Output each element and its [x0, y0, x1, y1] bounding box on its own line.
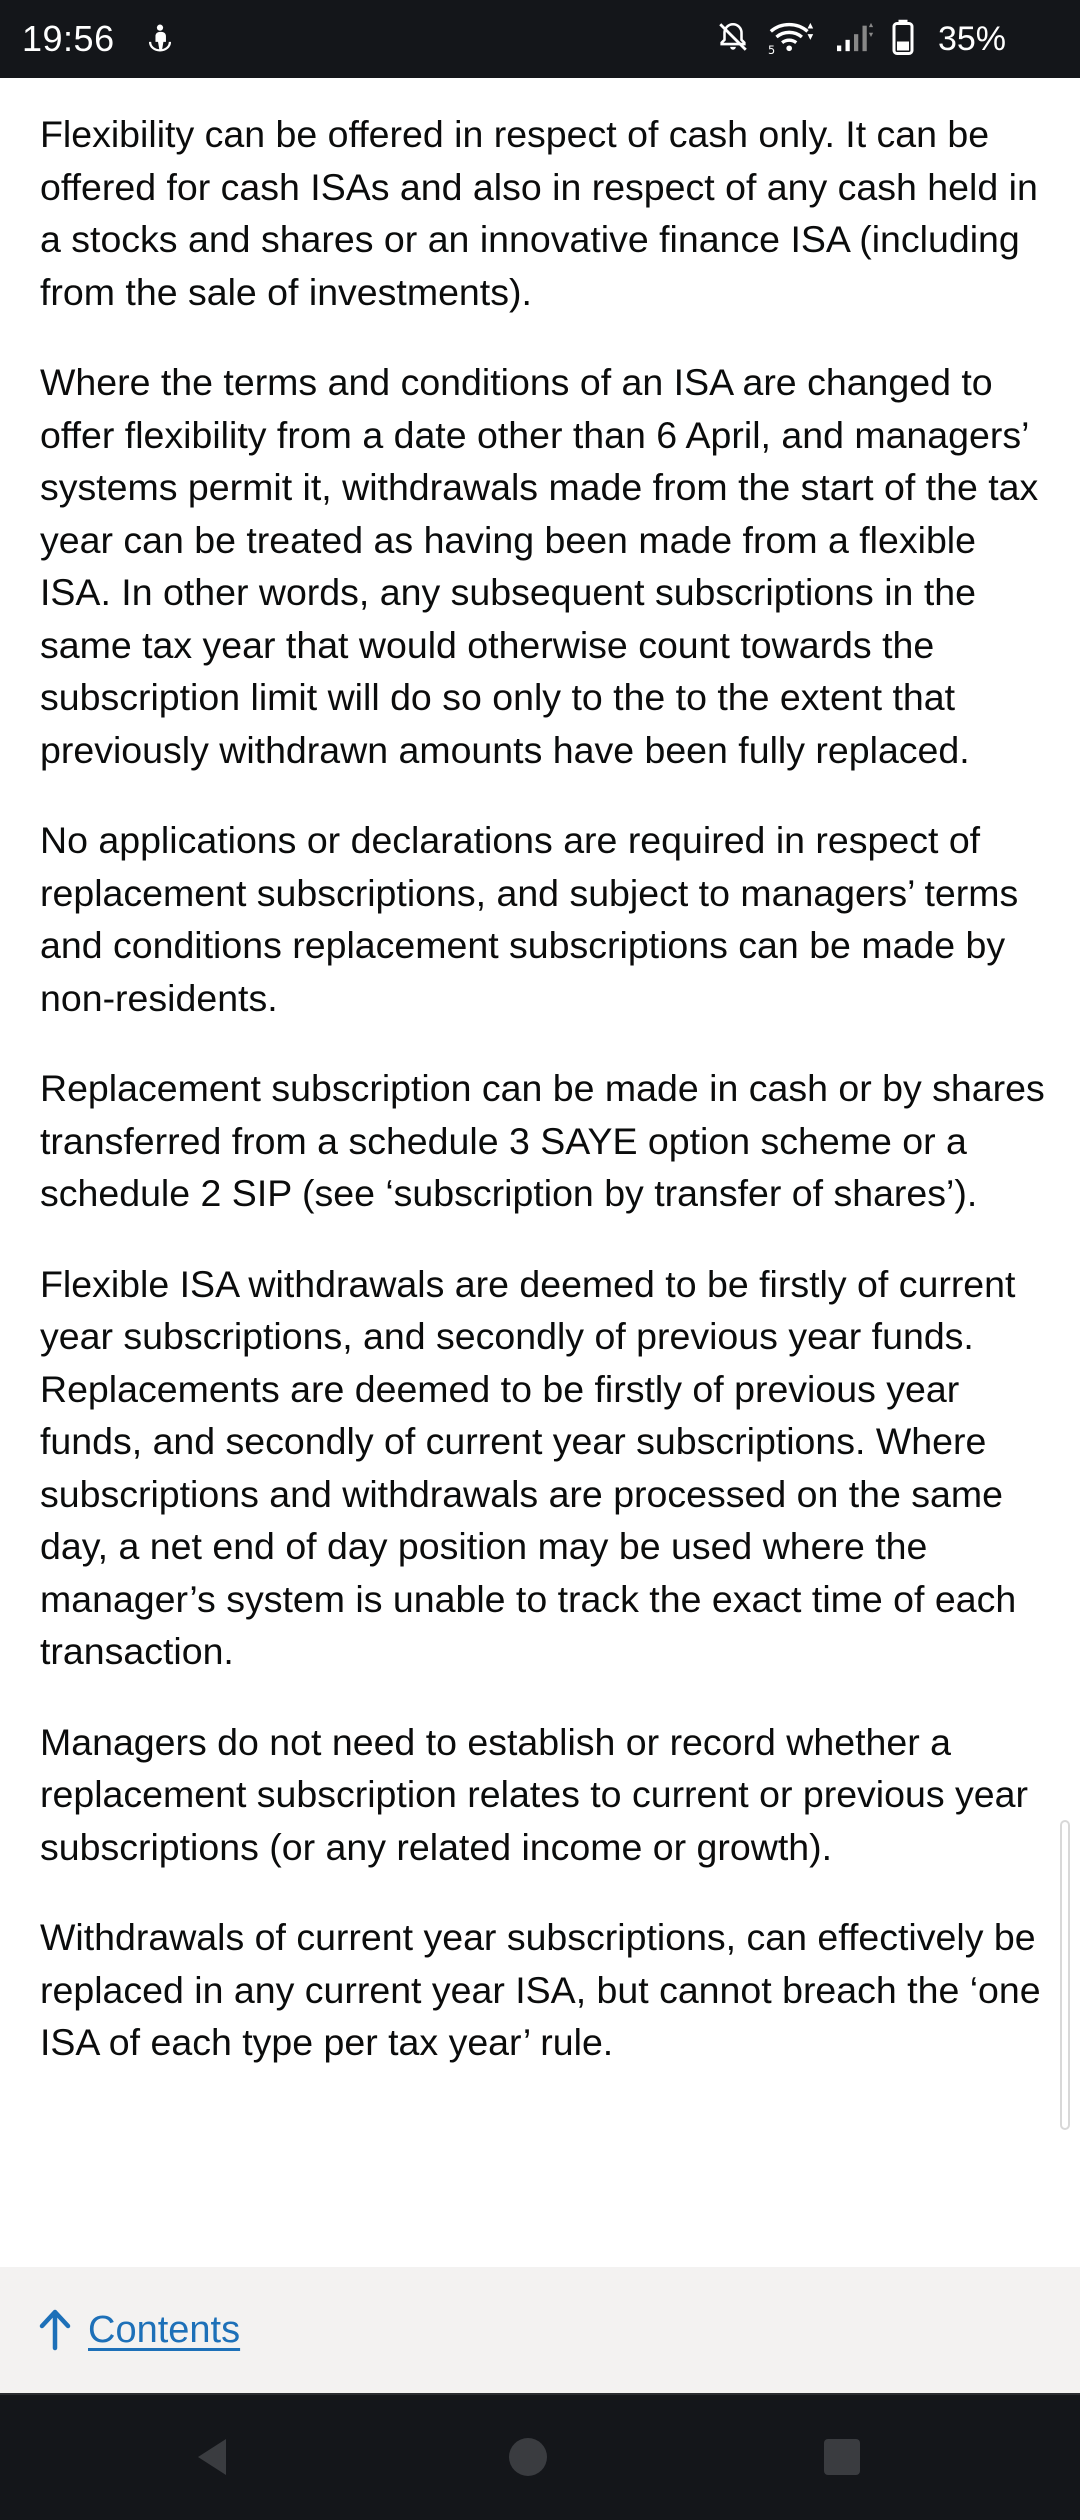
svg-text:5: 5 — [767, 43, 776, 54]
contents-link[interactable] — [38, 2308, 240, 2352]
battery-icon — [892, 19, 914, 60]
paragraph: Managers do not need to establish or record whether a replacement subscription relates to current or previous year subscriptions (or any related income or growth). — [40, 1720, 1028, 1868]
paragraph: Flexibility can be offered in respect of cash only. It can be offered for cash ISAs and also in respect of any cash held in a stocks and shares or an innovative finance ISA (including from the sale of investments). — [40, 113, 1038, 313]
paragraph: Withdrawals of current year subscriptions, can effectively be replaced in any current year ISA, but cannot breach the ‘one ISA of each type per tax year’ rule. — [40, 1916, 1041, 2063]
scrollbar[interactable] — [1060, 1820, 1070, 2130]
system-nav-bar — [0, 2393, 1080, 2520]
wifi-5g-icon — [768, 20, 816, 59]
signal-icon — [834, 20, 874, 59]
contents-link-label[interactable]: Contents — [88, 2308, 241, 2351]
bell-off-icon — [716, 20, 750, 59]
paragraph: Where the terms and conditions of an ISA are changed to offer flexibility from a date other than 6 April, and managers’ systems permit it, withdrawals made from the start of the tax year can be treated as having been made from a flexible ISA. In other words, any subsequent subscriptions in the same tax year that would otherwise count towards the subscription limit will do so only to the to the extent that previously withdrawn amounts have been fully replaced. — [40, 361, 1039, 771]
contents-footer — [0, 2267, 1080, 2393]
status-bar — [0, 0, 1080, 78]
paragraph: No applications or declarations are required in respect of replacement subscriptions, and subject to managers’ terms and conditions replacement subscriptions can be made by non-residents. — [40, 819, 1019, 1019]
status-time: 19:56 — [22, 18, 115, 59]
battery-percentage: 35% — [937, 19, 1006, 58]
paragraph: Replacement subscription can be made in cash or by shares transferred from a schedule 3 SAYE option scheme or a schedule 2 SIP (see ‘subscription by transfer of shares’). — [40, 1067, 1045, 1214]
accessibility-icon — [143, 22, 177, 56]
status-icons — [716, 0, 1006, 78]
paragraph: Flexible ISA withdrawals are deemed to be firstly of current year subscriptions, and secondly of previous year funds. Replacements are deemed to be firstly of previous year funds, and secondly of current year subscriptions. Where subscriptions and withdrawals are processed on the same day, a net end of day position may be used where the manager’s system is unable to track the exact time of each transaction. — [40, 1262, 1017, 1672]
recents-icon[interactable] — [820, 2435, 864, 2484]
arrow-up-icon — [38, 2308, 72, 2352]
back-icon[interactable] — [190, 2435, 234, 2484]
home-icon[interactable] — [506, 2435, 550, 2484]
article-body — [40, 78, 1050, 2107]
